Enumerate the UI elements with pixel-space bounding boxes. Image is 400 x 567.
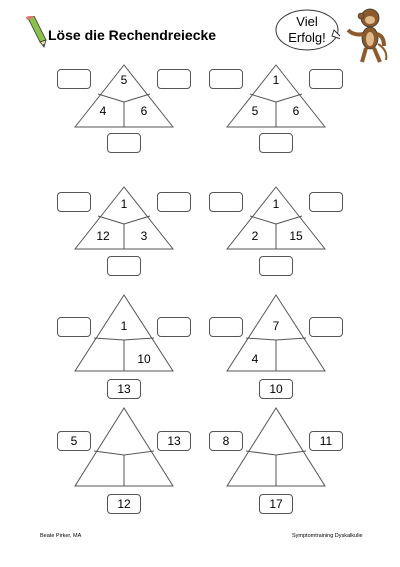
answer-box-bottom[interactable]: [107, 256, 141, 276]
answer-box-bottom[interactable]: 17: [259, 494, 293, 514]
answer-box-right[interactable]: [309, 192, 343, 212]
bubble-text: [274, 14, 340, 46]
triangle-left-value: 4: [99, 104, 107, 118]
triangle-right-value: 6: [140, 104, 148, 118]
triangle-top-value: 5: [120, 73, 128, 87]
triangle-top-value: 1: [120, 319, 128, 333]
bubble-line-2: Erfolg!: [288, 30, 326, 45]
answer-box-bottom[interactable]: [259, 133, 293, 153]
answer-box-left[interactable]: [209, 317, 243, 337]
triangle-top-value: 1: [272, 197, 280, 211]
triangle-right-value: 10: [137, 352, 151, 366]
answer-box-right[interactable]: [157, 317, 191, 337]
answer-box-right[interactable]: [157, 69, 191, 89]
answer-box-bottom[interactable]: [259, 256, 293, 276]
answer-box-left[interactable]: [209, 192, 243, 212]
triangle-left-value: 5: [251, 104, 259, 118]
pencil-icon: [22, 16, 48, 48]
triangle-right-value: 6: [292, 104, 300, 118]
answer-box-right[interactable]: 11: [309, 431, 343, 451]
answer-box-bottom[interactable]: 12: [107, 494, 141, 514]
answer-box-left[interactable]: 5: [57, 431, 91, 451]
answer-box-right[interactable]: [309, 317, 343, 337]
answer-box-right[interactable]: [157, 192, 191, 212]
triangle-right-value: 3: [140, 229, 148, 243]
triangle-left-value: 4: [251, 352, 259, 366]
answer-box-left[interactable]: [57, 317, 91, 337]
triangle-top-value: 1: [272, 73, 280, 87]
triangle-left-value: 2: [251, 229, 259, 243]
answer-box-bottom[interactable]: 10: [259, 379, 293, 399]
triangle-top-value: 7: [272, 319, 280, 333]
answer-box-right[interactable]: [309, 69, 343, 89]
answer-box-right[interactable]: 13: [157, 431, 191, 451]
answer-box-left[interactable]: [209, 69, 243, 89]
triangle-left-value: 12: [96, 229, 110, 243]
footer-author: Beate Pirker, MA: [40, 533, 82, 539]
triangle-right-value: 15: [289, 229, 303, 243]
monkey-icon: [340, 6, 390, 66]
triangle-top-value: 1: [120, 197, 128, 211]
footer-course: Symptomtraining Dyskalkulie: [292, 533, 363, 539]
answer-box-bottom[interactable]: 13: [107, 379, 141, 399]
page-title: Löse die Rechendreiecke: [48, 27, 217, 43]
answer-box-bottom[interactable]: [107, 133, 141, 153]
bubble-line-1: Viel: [296, 14, 318, 29]
answer-box-left[interactable]: [57, 69, 91, 89]
answer-box-left[interactable]: [57, 192, 91, 212]
answer-box-left[interactable]: 8: [209, 431, 243, 451]
